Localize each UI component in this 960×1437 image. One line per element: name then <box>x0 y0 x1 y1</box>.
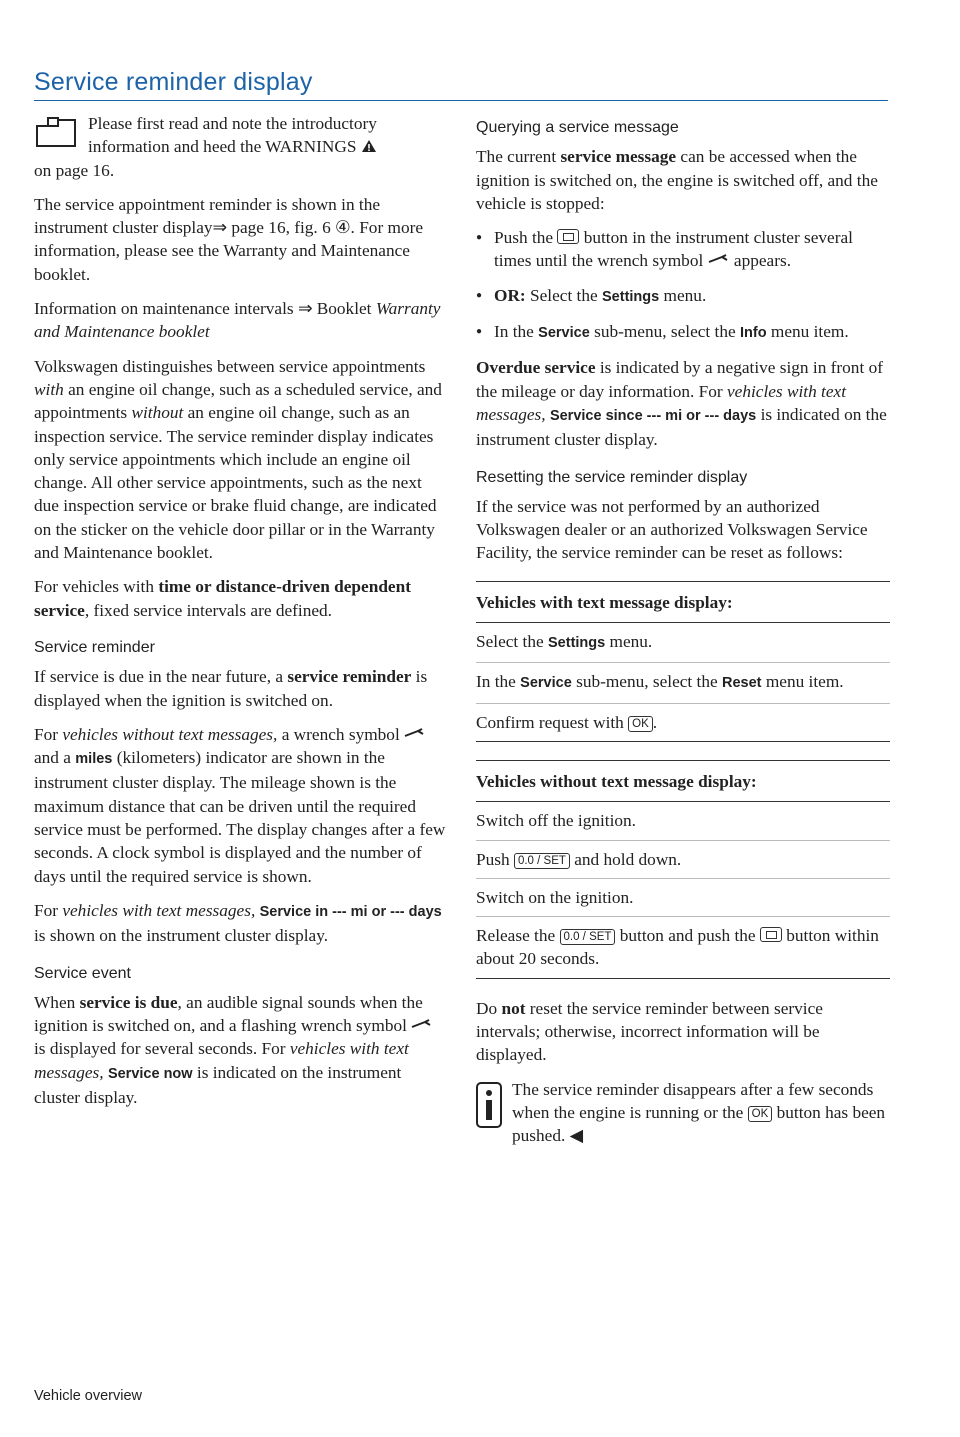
row-text: Confirm request with <box>476 712 624 732</box>
b3-text-a: In the <box>494 322 534 342</box>
set-key: 0.0 / SET <box>514 853 570 869</box>
warning-icon <box>361 139 377 153</box>
table-header: Vehicles with text message display: <box>476 582 890 623</box>
q2-italic: vehicles with text messages, <box>476 381 847 424</box>
p1-text-c: . For more information, please see the Warranty and Maintenance booklet. <box>34 218 424 284</box>
info-note <box>476 1078 890 1148</box>
table-without-text <box>476 760 890 979</box>
row-text: Release the <box>476 926 556 946</box>
q1-text-c: can be accessed when the ignition is switched on, the engine is switched off, and the vehicle is stopped: <box>476 147 878 213</box>
q1-text-a: The current <box>476 147 557 167</box>
table-row: Switch off the ignition. <box>476 802 890 840</box>
p7-display-text: Service in --- mi or --- days <box>259 903 442 920</box>
paragraph-intervals <box>34 297 448 344</box>
page-link[interactable]: page 16, <box>231 218 290 238</box>
p8-bold: service is due <box>79 992 178 1012</box>
p5-bold: service reminder <box>287 667 412 687</box>
paragraph-reset: If the service was not performed by an authorized Volkswagen dealer or an authorized Volkswagen Service Facility, the service reminder can be reset as follows: <box>476 496 868 563</box>
row-text: button and push the <box>619 926 756 946</box>
arrow-icon: ⇒ <box>297 299 313 319</box>
b3-text-e: menu item. <box>770 322 849 342</box>
ok-key: OK <box>628 716 653 732</box>
p7-text-d: is shown on the instrument cluster display. <box>34 926 329 946</box>
p5-text-a: If service is due in the near future, a <box>34 667 284 687</box>
p4-text-a: For vehicles with <box>34 577 154 597</box>
heading-service-reminder: Service reminder <box>34 638 155 656</box>
table-with-text <box>476 581 890 742</box>
p6-text-d: and a <box>34 748 71 768</box>
wrench-icon <box>404 728 426 738</box>
p6-italic: vehicles without text messages, <box>62 724 278 744</box>
b3-text-c: sub-menu, select the <box>594 322 736 342</box>
p2-text-a: Information on maintenance intervals <box>34 299 294 319</box>
p4-bold: time or distance-driven dependent service <box>34 577 411 620</box>
row-service: Service <box>520 675 572 692</box>
row-text: sub-menu, select the <box>576 672 718 692</box>
b1-text-b: button in the instrument cluster several times until the wrench symbol <box>494 228 853 271</box>
q2-display-text: Service since --- mi or --- days <box>549 407 757 424</box>
info-icon <box>476 1082 502 1128</box>
left-column <box>34 112 448 1120</box>
row-text: and hold down. <box>574 849 682 869</box>
footer-section: Vehicle overview <box>34 1388 142 1404</box>
paragraph-display <box>34 193 448 286</box>
warn-text-c: reset the service reminder between service intervals; otherwise, incorrect information will be displayed. <box>476 998 823 1065</box>
paragraph-warning <box>476 997 890 1067</box>
row-text: . <box>652 712 658 732</box>
row-text: Select the <box>476 632 544 652</box>
paragraph-event <box>34 991 448 1109</box>
set-key: 0.0 / SET <box>560 929 616 945</box>
row-reset: Reset <box>722 675 762 692</box>
end-marker-icon: ◀ <box>569 1126 583 1146</box>
page-title: Service reminder display <box>34 68 313 96</box>
paragraph-distinguishes <box>34 355 448 565</box>
p3-text-a: Volkswagen distinguishes between service appointments <box>34 356 426 376</box>
p6-miles: miles <box>75 751 113 768</box>
row-settings: Settings <box>548 635 606 652</box>
b2-or: OR: <box>494 285 526 305</box>
p3-with: with <box>34 379 64 399</box>
intro-note <box>34 112 448 182</box>
table-row <box>476 663 890 703</box>
p6-text-c: a wrench symbol <box>281 724 400 744</box>
paragraph-reminder <box>34 665 448 712</box>
right-column <box>476 116 890 1159</box>
paragraph-query <box>476 145 890 215</box>
fig-link[interactable]: fig. 6 <box>294 218 331 238</box>
p3-without: without <box>131 403 184 423</box>
heading-querying: Querying a service message <box>476 119 679 136</box>
paragraph-without-text <box>34 723 448 888</box>
p1-text-a: The service appointment reminder is shown in the instrument cluster display <box>34 194 381 238</box>
row-text: menu. <box>609 632 653 652</box>
table-row <box>476 917 890 979</box>
p6-text-a: For <box>34 724 59 744</box>
p8-display-text: Service now <box>107 1065 193 1082</box>
p7-text-a: For <box>34 900 59 920</box>
warn-text-a: Do <box>476 998 498 1018</box>
b1-text-a: Push the <box>494 228 554 248</box>
wrench-icon <box>708 254 730 264</box>
row-text: Push <box>476 849 510 869</box>
ok-key: OK <box>748 1106 773 1122</box>
p7-italic: vehicles with text messages, <box>62 900 256 920</box>
p3-text-e: an engine oil change, such as an inspection service. The service reminder display indicates only service appointments which include an engine oil change. All other service appointments, such as the next due inspection service or brake fluid change, are indicated on the sticker on the vehicle door pillar or in the Warranty and Maintenance booklet. <box>34 403 437 563</box>
table-header: Vehicles without text message display: <box>476 761 890 802</box>
intro-text: Please first read and note the introductory information and heed the WARNINGS <box>88 114 377 157</box>
p3-text-c: an engine oil change, such as a scheduled service, and appointments <box>34 379 442 423</box>
booklet-title: Warranty and Maintenance booklet <box>34 299 441 342</box>
display-button-icon <box>557 229 579 244</box>
table-row: Switch on the ignition. <box>476 879 890 917</box>
p8-text-a: When <box>34 992 76 1012</box>
p5-text-c: is displayed when the ignition is switched on. <box>34 667 428 710</box>
info-text-b: button has been pushed. <box>512 1102 886 1146</box>
book-icon <box>34 116 78 148</box>
wrench-icon <box>411 1019 433 1029</box>
arrow-icon: ⇒ <box>212 218 228 238</box>
paragraph-overdue <box>476 356 890 451</box>
b3-info: Info <box>740 325 767 342</box>
b1-text-c: appears. <box>733 251 792 271</box>
booklet-ref[interactable]: Booklet <box>316 299 372 319</box>
b2-text-d: menu. <box>663 285 707 305</box>
p8-text-c: , an audible signal sounds when the ignition is switched on, and a flashing wrench symbol <box>34 992 423 1036</box>
info-text-a: The service reminder disappears after a few seconds when the engine is running or the <box>512 1079 874 1122</box>
display-button-icon <box>760 927 782 942</box>
p8-italic: vehicles with text messages, <box>34 1039 409 1082</box>
bullet-info <box>476 320 890 345</box>
q2-bold: Overdue service <box>476 358 596 378</box>
bullet-push-button <box>476 226 890 273</box>
b3-service: Service <box>538 325 590 342</box>
bullet-settings <box>476 284 890 309</box>
q2-text-b: is indicated by a negative sign in front of the mileage or day information. For <box>476 358 883 401</box>
p4-text-c: , fixed service intervals are defined. <box>84 600 332 620</box>
table-row <box>476 704 890 742</box>
p8-text-g: is indicated on the instrument cluster display. <box>34 1062 402 1107</box>
intro-page-ref: on page 16. <box>34 160 115 180</box>
title-rule <box>34 100 888 101</box>
q2-text-e: is indicated on the instrument cluster display. <box>476 404 887 450</box>
p8-text-d: is displayed for several seconds. For <box>34 1039 286 1059</box>
paragraph-time-distance <box>34 575 448 622</box>
row-text: In the <box>476 672 516 692</box>
b2-text-b: Select the <box>530 285 598 305</box>
table-row <box>476 623 890 663</box>
q1-bold: service message <box>560 147 677 167</box>
heading-service-event: Service event <box>34 964 131 982</box>
warn-bold: not <box>501 998 526 1018</box>
paragraph-with-text <box>34 899 448 948</box>
row-text: menu item. <box>765 672 844 692</box>
b2-settings: Settings <box>602 288 660 305</box>
callout-4: ④ <box>335 218 351 238</box>
table-row <box>476 841 890 879</box>
row-text: button within about 20 seconds. <box>476 926 879 969</box>
heading-resetting: Resetting the service reminder display <box>476 468 748 486</box>
p6-text-f: (kilometers) indicator are shown in the instrument cluster display. The mileage shown is the maximum distance that can be driven until the required service must be performed. The display changes after a few seconds. A clock symbol is displayed and the number of days until the required service is shown. <box>34 748 446 886</box>
